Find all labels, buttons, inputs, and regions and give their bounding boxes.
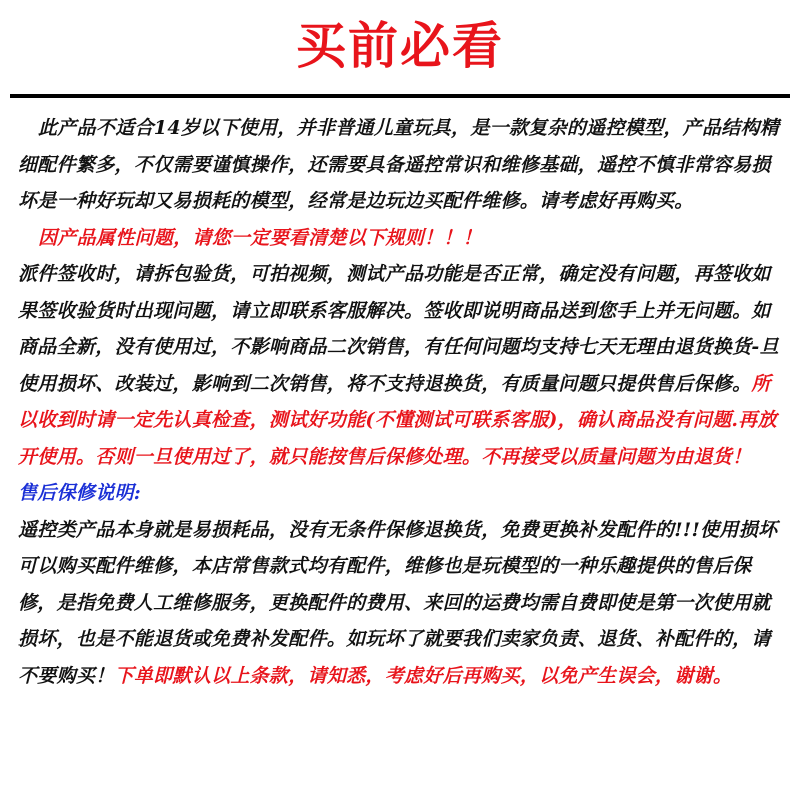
rules-warning: 所以收到时请一定先认真检查，测试好功能(不懂测试可联系客服)，确认商品没有问题.再放开使用。否则一旦使用过了，就只能按售后保修处理。不再接受以质量问题为由退货！ — [18, 372, 777, 468]
page-title: 买前必看 — [296, 17, 504, 75]
rules-heading: 因产品属性问题，请您一定要看清楚以下规则！！！ — [38, 226, 482, 249]
intro-paragraph: 此产品不适合14岁以下使用，并非普通儿童玩具，是一款复杂的遥控模型，产品结构精细配件繁多，不仅需要谨慎操作，还需要具备遥控常识和维修基础，遥控不慎非常容易损坏是一种好玩却又易损耗的模型，经常是边玩边买配件维修。请考虑好再购买。 — [18, 117, 780, 212]
warranty-text: 遥控类产品本身就是易损耗品，没有无条件保修退换货，免费更换补发配件的!!!使用损坏可以购买配件维修，本店常售款式均有配件，维修也是玩模型的一种乐趣提供的售后保修，是指免费人工维修服务，更换配件的费用、来回的运费均需自费即使是第一次使用就损坏，也是不能退货或免费补发配件。如玩坏了就要我们卖家负责、退货、补配件的，请不要购买！ — [18, 518, 778, 687]
warranty-paragraph — [18, 512, 784, 695]
rules-text: 派件签收时，请拆包验货，可拍视频，测试产品功能是否正常，确定没有问题，再签收如果签收验货时出现问题，请立即联系客服解决。签收即说明商品送到您手上并无问题。如商品全新，没有使用过，不影响商品二次销售，有任何问题均支持七天无理由退货换货-旦使用损坏、改装过，影响到二次销售，将不支持退换货，有质量问题只提供售后保修。 — [18, 263, 779, 395]
warranty-notice: 下单即默认以上条款，请知悉，考虑好后再购买，以免产生误会，谢谢。 — [114, 664, 733, 687]
divider-line — [10, 94, 790, 98]
warranty-heading: 售后保修说明: — [18, 482, 142, 504]
rules-paragraph — [18, 256, 784, 475]
notice-content — [18, 110, 784, 694]
